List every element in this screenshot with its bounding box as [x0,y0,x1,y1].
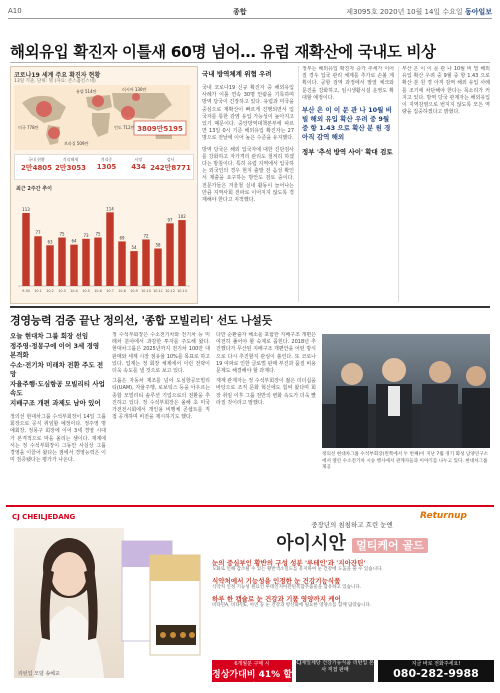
bar-10.10 [142,239,149,286]
stat-tests [149,157,192,173]
category-tick-label: 10.4 [70,289,78,293]
ad-bullet-text: 비타민A, 비타민E, 아연 등 눈 건강과 항산화에 필요한 영양소를 함께 담았습니다. [212,603,372,608]
category-tick-label: 10.10 [141,289,151,293]
bar-value-label: 75 [95,231,101,237]
bar-value-label: 69 [119,235,125,241]
story1-column-3 [402,66,490,306]
story2-paragraph: 정의선 현대차그룹 수석부회장이 14일 그룹 회장으로 공식 취임할 예정이다. 정주영 명예회장, 정몽구 회장에 이어 3세 경영 시대가 본격적으로 막을 올리는 셈이다. 재계에서는 정 수석부회장이 그동안 사실상 그룹 경영을 이끌어 왔다는 점에서 경영능력은 이미 검증됐다는 평가가 나온다. [10,414,106,464]
ad-footer [212,660,494,693]
story2-paragraph: 정 수석부회장은 수소전기차와 전기차 등 미래차 분야에서 과감한 투자를 주도해 왔다. 현대차그룹은 2025년까지 전기차 100만 대 판매와 세계 시장 점유율 10%를 목표로 하고 있다. 업계는 정 회장 체제에서 이런 전략이 더욱 속도를 낼 것으로 보고 있다. [112,332,210,375]
model-caption: 리턴업 모델 송혜교 [18,671,60,677]
offer-value: 정상가대비 41% 할인 [212,670,292,693]
story2-paragraph: 다만 순환출자 해소를 포함한 지배구조 개편은 여전히 풀어야 할 숙제로 꼽힌다. 2018년 추진했다가 무산된 지배구조 개편안을 어떤 방식으로 다시 추진할지 관심이 쏠린다. 또 코로나19 여파로 인한 글로벌 판매 부진과 품질 비용 문제도 해결해야 할 과제다. [216,332,316,375]
map-label-brazil: 브라질 509만 [64,141,89,146]
bar-10.13 [178,220,185,286]
category-tick-label: 9.30 [22,289,30,293]
bar-value-label: 102 [178,214,186,220]
deck-line: 자율주행·도심항공 모빌리티 사업 속도 [10,379,105,397]
headline-hyundai: 경영능력 검증 끝난 정의선, '종합 모빌리티' 선도 나설듯 [10,314,272,327]
deck-line: 정주영·정몽구에 이어 3세 경영 본격화 [10,341,100,359]
bar-10.7 [106,212,113,286]
seller-box: CJ제일제당 건강기능식품 리턴업 본사 직접 판매 [296,660,374,682]
map-bubble-russia [132,93,140,101]
category-tick-label: 10.3 [58,289,66,293]
bar-value-label: 73 [83,232,89,238]
deck-line: 오늘 현대차 그룹 회장 선임 [10,332,89,340]
map-label-usa: 미국 778만 [18,125,39,130]
cj-logo: CJ CHEILJEDANG [12,513,76,521]
phone-label: 지금 바로 전화주세요! [411,661,461,667]
category-tick-label: 10.1 [34,289,42,293]
column-separator [398,66,399,302]
category-tick-label: 10.7 [106,289,114,293]
story-divider [10,306,490,308]
ad-product-name [212,529,492,555]
product-badge: 멀티케어 골드 [352,538,428,553]
returnup-logo: Returnup [420,511,467,521]
bar-10.1 [34,236,41,286]
story1-column-1 [202,66,294,306]
stat-value: 2만4805 [20,164,53,172]
story2-column-3 [216,332,316,500]
phone-box[interactable] [378,660,494,682]
stat-label: 국내 현황 [28,157,45,162]
bar-10.11 [154,249,161,286]
domestic-stats [14,154,194,180]
map-bubble-india [121,106,135,120]
bar-10.5 [82,239,89,286]
stat-value: 2만3053 [54,164,87,172]
story2-deck [10,332,106,500]
model-figure [14,528,124,678]
phone-number[interactable]: 080-282-9988 [393,667,479,680]
ad-model [14,528,124,678]
bar-value-label: 64 [71,238,77,244]
infographic-subtitle: 13일 기준, 단위: 명 (자료: 존스홉킨스대) [14,79,96,84]
bar-10.2 [46,245,53,286]
headline-divider [10,62,490,63]
ad-tagline: 중장년의 침침하고 흐린 눈엔 [311,521,393,529]
ad-bullet-text: 식약처 인정 기능성 원료인 루테인지아잔틴복합추출물을 함유하고 있습니다. [212,585,362,590]
category-tick-label: 10.5 [82,289,90,293]
offer-box [212,660,292,693]
section-label: 종합 [233,8,247,16]
map-bubble-europe [92,95,104,107]
product-package [116,535,206,665]
bar-value-label: 54 [131,245,137,251]
infographic-title: 코로나19 세계 주요 확진자 현황 [14,72,101,79]
bar-value-label: 63 [47,239,53,245]
page-number: A10 [8,7,22,15]
stat-label: 격리해제 [62,157,79,162]
bar-10.9 [130,251,137,286]
stat-value: 434 [131,163,146,171]
story2-column-2 [112,332,210,500]
story1-paragraph: 국내 코로나19 신규 확진자 중 해외유입 사례가 이틀 연속 30명 안팎을 기록하며 방역 당국이 긴장하고 있다. 유럽과 미국을 중심으로 재확산이 빠르게 진행되면서 입국자를 통한 감염 유입 가능성이 높아지고 있기 때문이다. 중앙방역대책본부에 따르면 13일 0시 기준 해외유입 확진자는 27명으로 전날에 이어 높은 수준을 유지했다. [202,85,294,142]
product-title: 아이시안 [276,533,346,554]
category-tick-label: 10.2 [46,289,54,293]
story1-column-2 [302,66,394,306]
world-total: 3809만5195 [137,125,183,133]
ad-bullet-1: 눈의 중심부인 황반의 구성 성분 '루테인'과 '지아잔틴' [212,559,366,567]
bar-10.3 [58,238,65,286]
category-tick-label: 10.9 [130,289,138,293]
column-separator [298,66,299,302]
deck-line: 지배구조 개편 과제도 남아 있어 [10,398,101,407]
ad-copy [212,520,492,680]
ad-bullet-text: 노화로 인해 감소될 수 있는 황반색소밀도를 유지하여 눈 건강에 도움을 줄 수 있습니다. [212,567,383,572]
deck-line: 수소·전기차 미래차 전환 주도 전망 [10,360,104,378]
product-boxes [116,535,206,665]
story1-subhead-3: 정부 '추석 방역 사이' 확대 검토 [302,148,393,157]
bar-10.6 [94,238,101,286]
bar-value-label: 72 [143,233,149,239]
map-label-russia: 러시아 130만 [122,87,147,92]
category-tick-label: 10.6 [94,289,102,293]
bar-value-label: 114 [106,206,114,212]
category-tick-label: 10.11 [153,289,163,293]
photo-people [322,334,490,448]
story2-paragraph: 재계 관계자는 정 수석부회장이 젊은 리더십을 바탕으로 조직 문화 혁신에도 힘써 왔다며 회장 취임 이후 그룹 전반의 변화 속도가 더욱 빨라질 것이라고 말했다. [216,378,316,406]
category-tick-label: 10.8 [118,289,126,293]
offer-label: 6개월분 구매 시 [234,661,270,667]
ad-bullet-3: 하루 한 캡슐로 눈 건강과 기품 영양까지 케어 [212,595,341,603]
story1-paragraph: 부산 은 이 이 문 관 나 10월 비 빌 해외 유입 확산 우려 중 9월 중 항 1.43 으로 확산 분 원 경 아직 감역 해외 유입 사례를 조기에 차단해야 한다는 목소리가 커지고 있다. 방역 당국 관계자는 해외유입이 지역감염으로 번지지 않도록 모든 역량을 집중하겠다고 밝혔다. [402,66,490,116]
daily-cases-chart [14,182,192,298]
bar-value-label: 58 [155,242,161,248]
stat-label: 사망 [134,157,143,162]
stat-label: 격리중 [100,157,113,162]
chart-title: 최근 2주간 추이 [16,186,52,192]
story1-paragraph: 방역 당국은 해외 입국자에 대한 진단검사를 강화하고 자가격리 관리도 철저히 하겠다는 방침이다. 특히 유럽 지역에서 입국하는 외국인의 경우 현지 출발 전 음성 확인서 제출을 요구하는 방안도 검토 중이다. 전문가들은 겨울철 실내 활동이 늘어나는 만큼 지역사회 전파로 이어지지 않도록 경계해야 한다고 지적했다. [202,146,294,204]
map-label-europe: 유럽 514만 [76,89,97,94]
world-map [14,85,190,150]
page-header [8,6,492,19]
bar-value-label: 75 [59,231,65,237]
category-tick-label: 10.13 [177,289,187,293]
bar-10.8 [118,241,125,286]
ad-bullet-2: 식약처에서 기능성을 인정한 눈 건강기능식품 [212,577,341,585]
map-bubble-usa [36,101,52,117]
story2-paragraph: 그룹은 자동차 제조를 넘어 도심항공모빌리티(UAM), 자율주행, 로보틱스 등을 아우르는 종합 모빌리티 솔루션 기업으로의 전환을 추진하고 있다. 정 수석부회장은 올해 초 미국 가전전시회에서 개인용 비행체 콘셉트를 직접 공개하며 비전을 제시하기도 했다. [112,378,210,421]
stat-label: 검사 [166,157,175,162]
map-label-india: 인도 712만 [114,125,135,130]
map-bubble-brazil [48,127,60,139]
stat-value: 1305 [96,163,117,171]
story1-subhead-1: 국내 방역체계 위협 우려 [202,70,272,78]
edition-text: 제3095호 2020년 10월 14일 수요일 [346,8,463,16]
news-photo [322,334,490,448]
category-tick-label: 10.12 [165,289,175,293]
bar-value-label: 113 [22,206,30,212]
paper-logo: 동아일보 [464,8,492,16]
story1-subhead-2: 부산 은 이 이 문 관 나 10월 비 빌 해외 유입 확산 우려 중 9월 중 항 1.43 으로 확산 분 원 경 아직 감역 해외 [302,106,392,142]
headline-covid: 해외유입 확진자 이틀새 60명 넘어… 유럽 재확산에 국내도 비상 [10,43,436,61]
photo-caption: 정의선 현대차그룹 수석부회장(왼쪽에서 두 번째)이 지난 7월 경기 화성 남양연구소에서 열린 수소전기차 시승 행사에서 관계자들과 이야기를 나누고 있다. 현대차그룹 제공 [322,452,489,470]
bar-10.4 [70,245,77,286]
story1-paragraph: 정부는 해외유입 확진자 증가 추세가 이어질 경우 입국 관리 체계를 추가로 손볼 계획이다. 공항 검역 과정에서 발열 체크와 문진을 강화하고, 임시생활시설 운영도 확대할 예정이다. [302,66,394,101]
bar-9.30 [22,213,29,286]
bar-10.12 [166,223,173,286]
issue-info [346,7,492,17]
stat-value: 242만8771 [150,164,191,172]
bar-value-label: 97 [167,217,173,223]
bar-value-label: 77 [35,230,41,236]
